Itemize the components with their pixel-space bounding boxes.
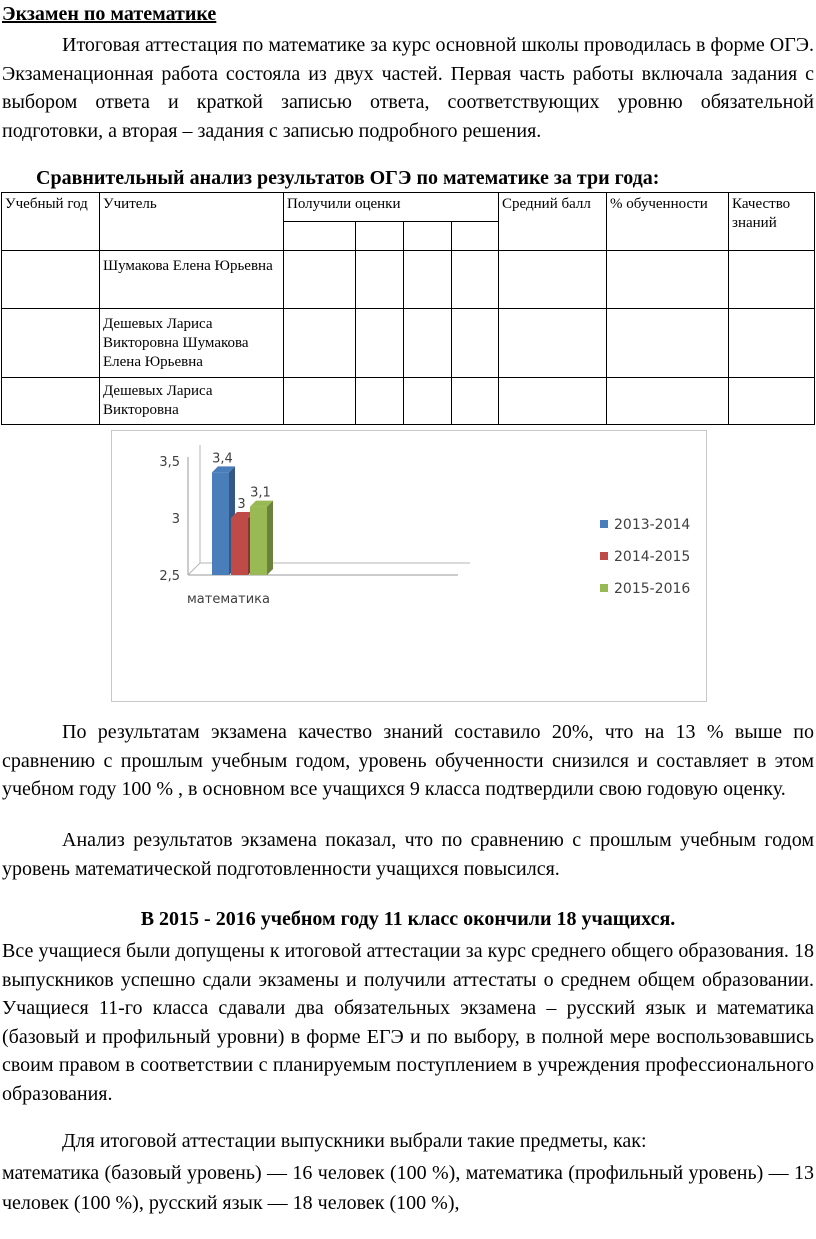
graduates-heading: В 2015 - 2016 учебном году 11 класс окончили 18 учащихся.	[140, 908, 676, 930]
grade-cell	[284, 222, 356, 251]
header-teacher: Учитель	[100, 193, 284, 251]
subjects-intro-paragraph: Для итоговой аттестации выпускники выбрали такие предметы, как:	[62, 1130, 647, 1152]
year-cell	[2, 378, 100, 425]
x-category-label: математика	[187, 592, 270, 607]
results-table	[1, 192, 815, 425]
year-cell	[2, 251, 100, 309]
table-row	[2, 309, 815, 378]
header-grades: Получили оценки	[284, 193, 499, 222]
results-paragraph: По результатам экзамена качество знаний составило 20%, что на 13 % выше по сравнению с прошлым учебным годом, уровень обученности снизился и составляет в этом учебном году 100 % , в основном все учащихся 9 класса подтвердили свою годовую оценку.	[2, 721, 814, 800]
data-label: 3,1	[250, 485, 271, 501]
bar-2015-2016	[250, 507, 267, 575]
grade-cell	[404, 222, 452, 251]
exam-results-chart	[111, 430, 707, 702]
table-row	[2, 378, 815, 425]
teacher-cell: Шумакова Елена Юрьевна	[100, 251, 284, 309]
table-row	[2, 251, 815, 309]
intro-paragraph: Итоговая аттестация по математике за курс основной школы проводилась в форме ОГЭ. Экзаменационная работа состояла из двух частей. Первая часть работы включала задания с выбором ответа и краткой записью ответа, соответствующих уровню обязательной подготовки, а вторая – задания с записью подробного решения.	[2, 34, 814, 142]
legend-swatch	[600, 520, 608, 528]
grade-cell	[356, 222, 404, 251]
legend-label: 2013-2014	[614, 517, 691, 533]
legend-label: 2015-2016	[614, 581, 691, 597]
bar-2013-2014	[212, 472, 229, 575]
year-cell	[2, 309, 100, 378]
chart-svg	[112, 431, 706, 701]
legend-swatch	[600, 584, 608, 592]
teacher-cell: Дешевых Лариса Викторовна	[100, 378, 284, 425]
table-header-row	[2, 193, 815, 222]
y-tick-label: 3,5	[159, 455, 180, 470]
subjects-paragraph: математика (базовый уровень) — 16 человек (100 %), математика (профильный уровень) — 13 человек (100 %), русский язык — 18 человек (100 %),	[2, 1162, 814, 1214]
legend-label: 2014-2015	[614, 549, 691, 565]
header-quality: Качество знаний	[729, 193, 815, 251]
y-tick-label: 3	[171, 512, 180, 527]
bar-side-2015-2016	[267, 501, 273, 575]
y-tick-label: 2,5	[159, 569, 180, 584]
header-avg: Средний балл	[499, 193, 607, 251]
legend-swatch	[600, 552, 608, 560]
grade-cell	[452, 222, 499, 251]
analysis-paragraph: Анализ результатов экзамена показал, что по сравнению с прошлым учебным годом уровень математической подготовленности учащихся повысился.	[2, 829, 814, 880]
bar-2014-2015	[231, 518, 248, 575]
teacher-cell: Дешевых Лариса Викторовна Шумакова Елена Юрьевна	[100, 309, 284, 378]
eleventh-class-paragraph: Все учащиеся были допущены к итоговой аттестации за курс среднего общего образования. 18 выпускников успешно сдали экзамены и получили аттестаты о среднем общем образовании. Учащиеся 11-го класса сдавали два обязательных экзамена – русский язык и математика (базовый и профильный уровни) в форме ЕГЭ и по выбору, в полной мере воспользовавшись своим правом в соответствии с планируемым поступлением в учреждения профессионального образования.	[2, 940, 814, 1105]
header-pct: % обученности	[607, 193, 729, 251]
data-label: 3,4	[212, 451, 233, 467]
table-title: Сравнительный анализ результатов ОГЭ по математике за три года:	[36, 167, 660, 189]
document-heading: Экзамен по математике	[2, 3, 217, 25]
axis-depth-line	[188, 563, 200, 575]
header-year: Учебный год	[2, 193, 100, 251]
data-label: 3	[237, 497, 246, 512]
